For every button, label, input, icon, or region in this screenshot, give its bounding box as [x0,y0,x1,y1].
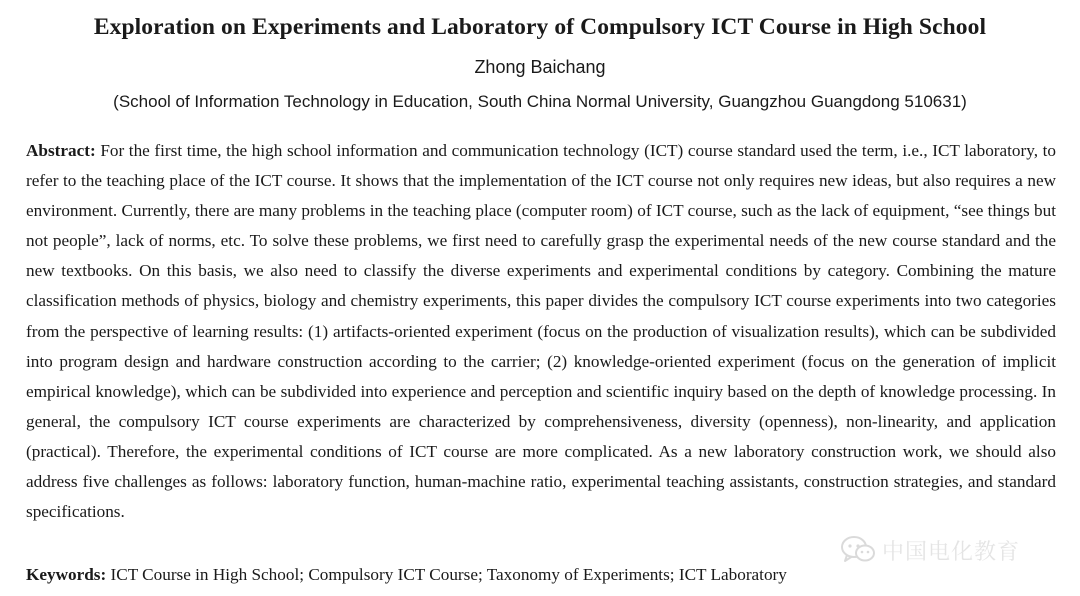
abstract-paragraph [26,136,1056,527]
watermark-text: 中国电化教育 [882,539,1021,565]
watermark [840,533,1020,567]
paper-title: Exploration on Experiments and Laboratory of Compulsory ICT Course in High School [93,14,987,40]
paper-author: Zhong Baichang [474,57,606,77]
wechat-icon [840,535,876,565]
keywords-label: Keywords: [26,565,107,584]
abstract-label: Abstract: [26,141,96,160]
keywords-text: ICT Course in High School; Compulsory ICT Course; Taxonomy of Experiments; ICT Laboratory [110,565,787,584]
paper-affiliation: (School of Information Technology in Education, South China Normal University, Guangzhou Guangdong 510631) [113,92,967,111]
abstract-text: For the first time, the high school information and communication technology (ICT) course standard used the term, i.e., ICT laboratory, to refer to the teaching place of the ICT course. It shows that the implementation of the ICT course not only requires new ideas, but also requires a new environment. Currently, there are many problems in the teaching place (computer room) of ICT course, such as the lack of equipment, “see things but not people”, lack of norms, etc. To solve these problems, we first need to carefully grasp the experimental needs of the new course standard and the new textbooks. On this basis, we also need to classify the diverse experiments and experimental conditions by category. Combining the mature classification methods of physics, biology and chemistry experiments, this paper divides the compulsory ICT course experiments into two categories from the perspective of learning results: (1) artifacts-oriented experiment (focus on the production of visualization results), which can be subdivided into program design and hardware construction according to the carrier; (2) knowledge-oriented experiment (focus on the generation of implicit empirical knowledge), which can be subdivided into experience and perception and scientific inquiry based on the depth of knowledge processing. In general, the compulsory ICT course experiments are characterized by comprehensiveness, diversity (openness), non-linearity, and application (practical). Therefore, the experimental conditions of ICT course are more complicated. As a new laboratory construction work, we should also address five challenges as follows: laboratory function, human-machine ratio, experimental teaching assistants, construction strategies, and standard specifications. [26,141,1057,522]
